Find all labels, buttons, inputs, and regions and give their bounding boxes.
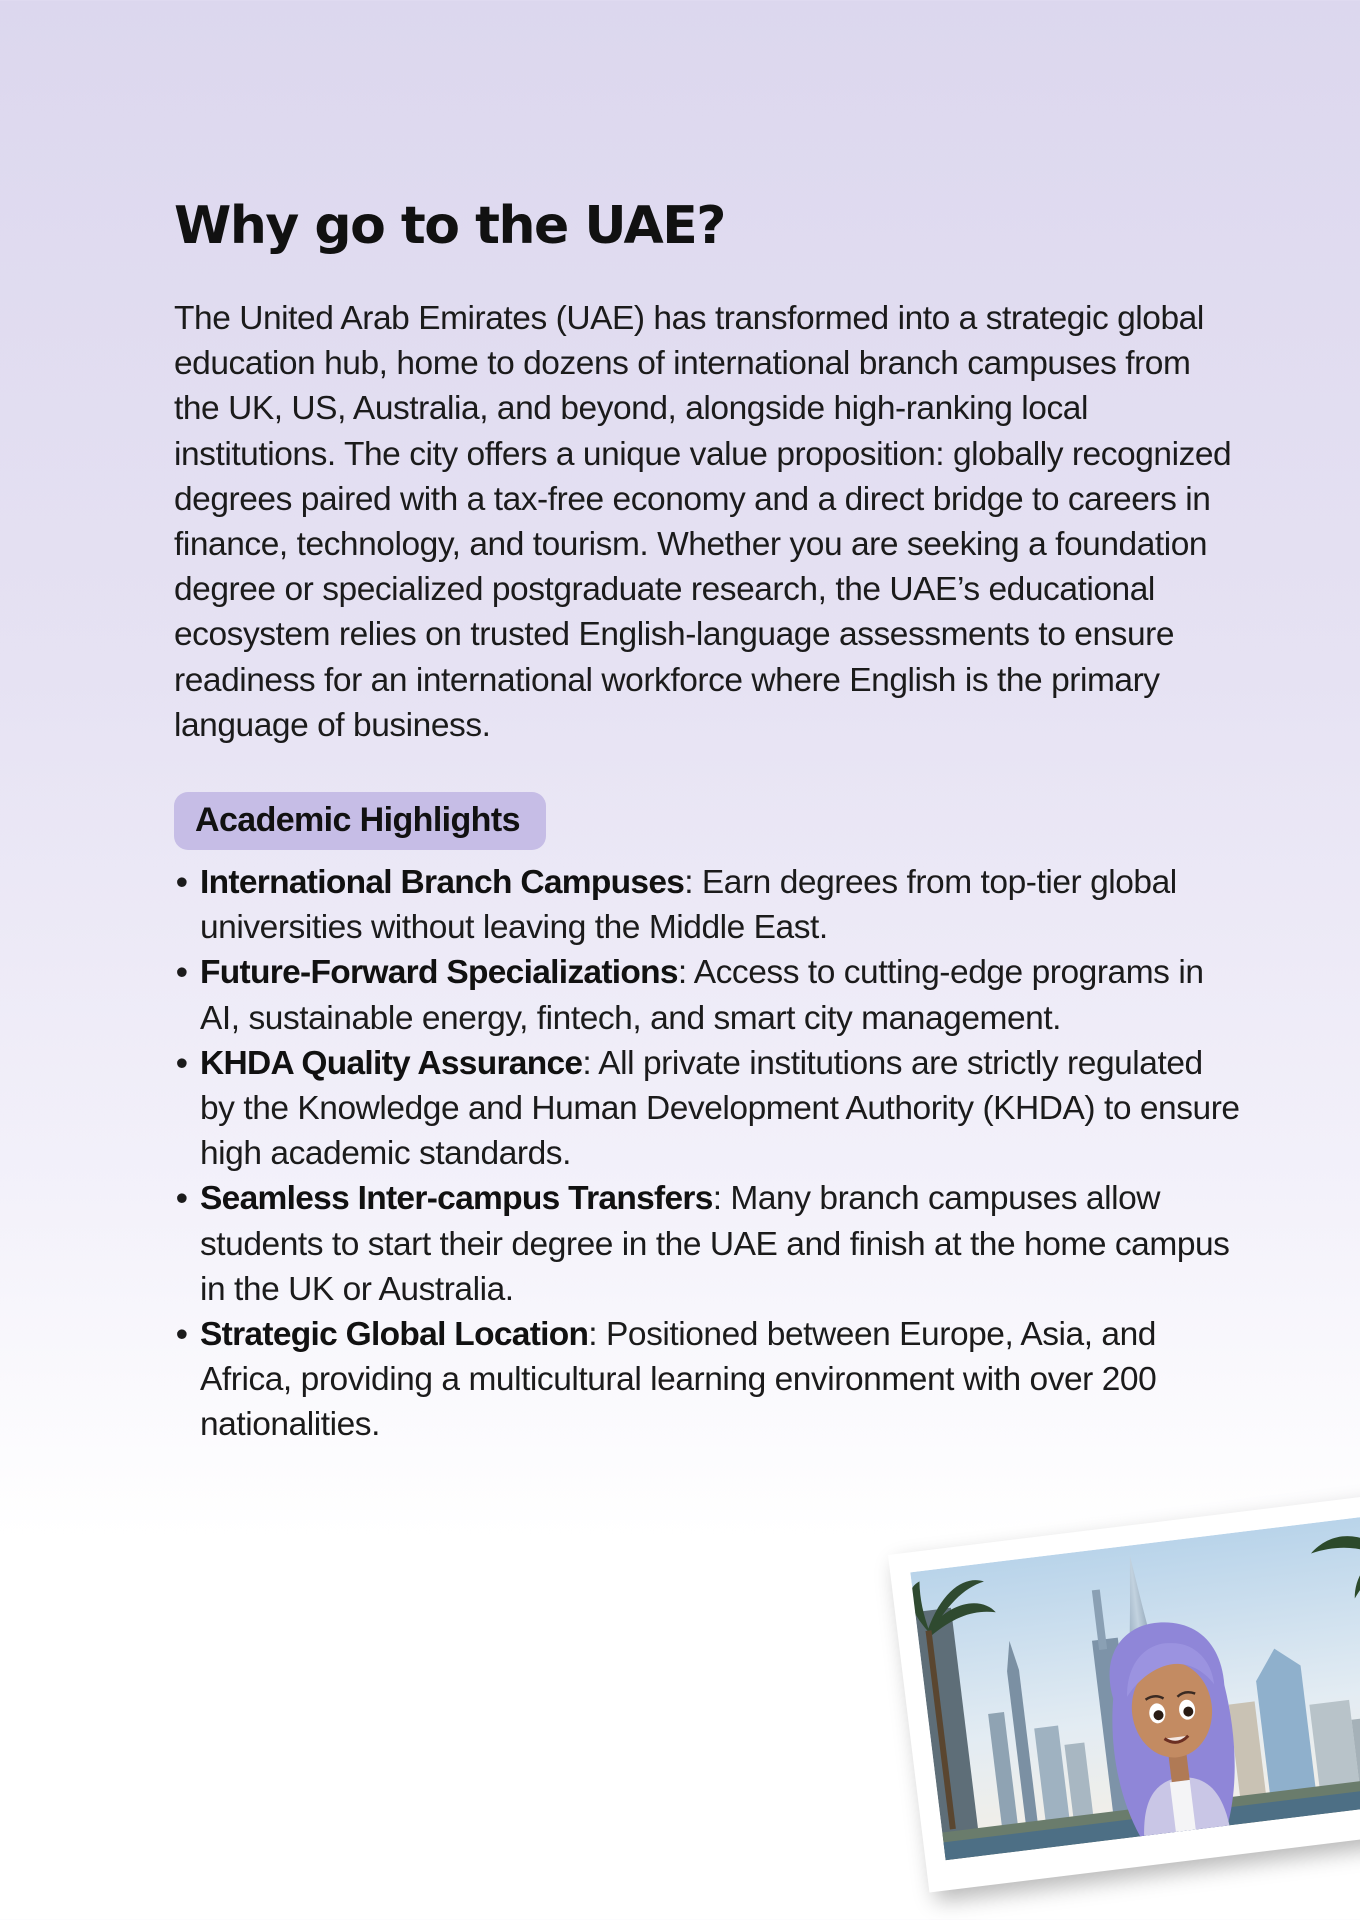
list-item-term: Seamless Inter-campus Transfers [200, 1180, 713, 1218]
list-item-text: : Access to cutting-edge programs in AI, sustainable energy, fintech, and smart city management. [200, 954, 1204, 1037]
intro-paragraph: The United Arab Emirates (UAE) has transformed into a strategic global education hub, home to dozens of international branch campuses from the UK, US, Australia, and beyond, alongside high-ranking local institutions. The city offers a unique value proposition: globally recognized degrees paired with a tax-free economy and a direct bridge to careers in finance, technology, and tourism. Whether you are seeking a foundation degree or specialized postgraduate research, the UAE’s educational ecosystem relies on trusted English-language assessments to ensure readiness for an international workforce where English is the primary language of business. [174, 300, 1232, 744]
list-item-text: : Positioned between Europe, Asia, and Africa, providing a multicultural learning environment with over 200 nationalities. [200, 1316, 1157, 1444]
bullet-icon: • [176, 954, 188, 992]
bullet-icon: • [176, 864, 188, 902]
list-item [174, 1041, 1244, 1177]
bullet-icon: • [176, 1044, 188, 1082]
list-item [174, 1312, 1244, 1448]
list-item-term: Future-Forward Specializations [200, 954, 678, 992]
list-item-term: International Branch Campuses [200, 864, 685, 902]
academic-highlights-label: Academic Highlights [174, 792, 546, 850]
list-item [174, 950, 1244, 1040]
dubai-skyline-illustration [910, 1509, 1360, 1860]
bullet-icon: • [176, 1180, 188, 1218]
bullet-icon: • [176, 1316, 188, 1354]
list-item-term: KHDA Quality Assurance [200, 1044, 583, 1082]
list-item-term: Strategic Global Location [200, 1316, 589, 1354]
list-item-text: : Earn degrees from top-tier global universities without leaving the Middle East. [200, 864, 1177, 947]
page-content [174, 190, 1244, 1448]
page-title: Why go to the UAE? [174, 196, 725, 256]
polaroid-photo [888, 1487, 1360, 1893]
list-item-text: : Many branch campuses allow students to start their degree in the UAE and finish at the home campus in the UK or Australia. [200, 1180, 1230, 1308]
list-item [174, 1176, 1244, 1312]
list-item-text: : All private institutions are strictly regulated by the Knowledge and Human Development Authority (KHDA) to ensure high academic standards. [200, 1044, 1240, 1173]
highlights-list [174, 860, 1244, 1448]
list-item [174, 860, 1244, 950]
